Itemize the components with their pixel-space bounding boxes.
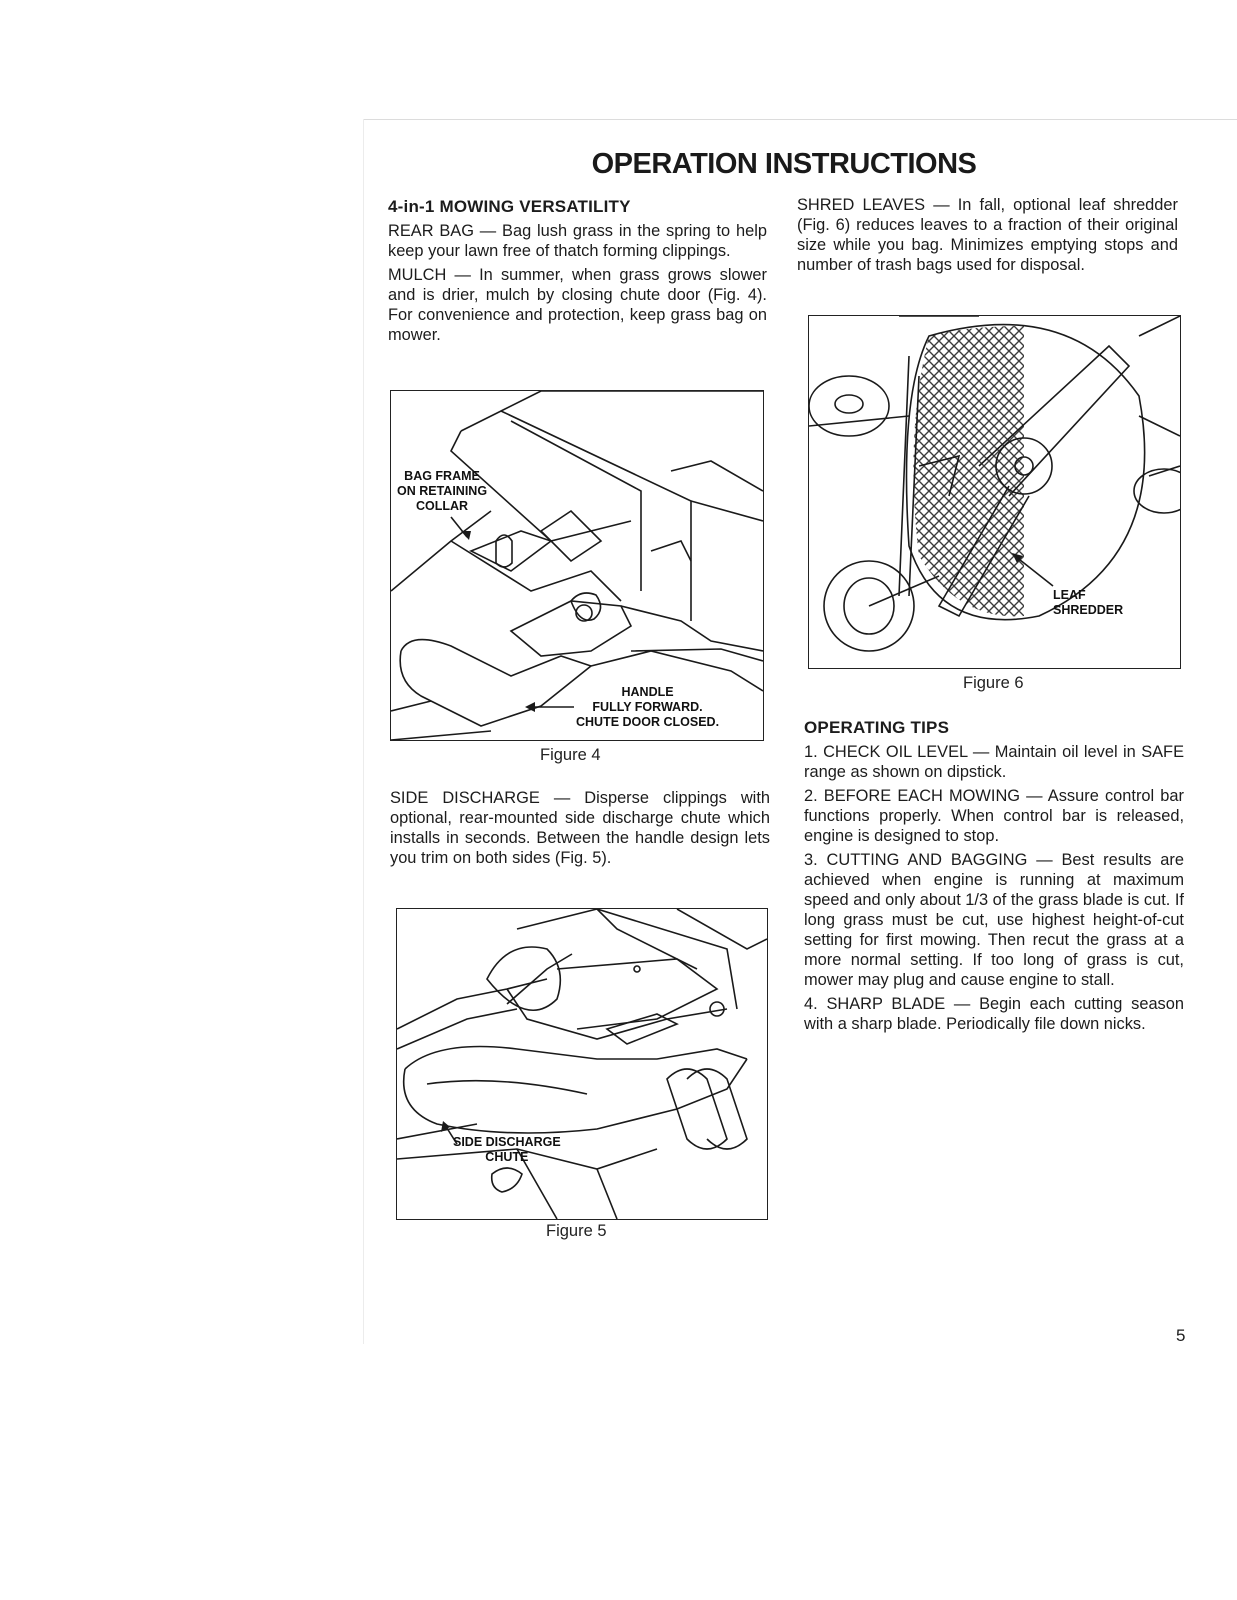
page-edge	[363, 119, 1237, 120]
label-line: SIDE DISCHARGE	[453, 1135, 561, 1149]
tip-item: 1. CHECK OIL LEVEL — Maintain oil level in SAFE range as shown on dipstick.	[804, 743, 1184, 781]
page-edge	[363, 119, 364, 1344]
side-discharge-section	[390, 788, 770, 872]
page-title: OPERATION INSTRUCTIONS	[591, 148, 977, 180]
shred-leaves-section	[797, 195, 1178, 279]
handle-forward-label	[576, 685, 719, 730]
label-line: SHREDDER	[1053, 603, 1124, 617]
operating-tips-heading: OPERATING TIPS	[804, 718, 950, 737]
label-line: CHUTE DOOR CLOSED.	[576, 715, 720, 729]
tip-item: 4. SHARP BLADE — Begin each cutting season with a sharp blade. Periodically file down nicks.	[804, 995, 1184, 1033]
side-discharge-drawing	[397, 909, 767, 1219]
label-line: ON RETAINING	[397, 484, 488, 498]
versatility-heading: 4-in-1 MOWING VERSATILITY	[388, 197, 631, 216]
side-discharge-paragraph: SIDE DISCHARGE — Disperse clippings with optional, rear-mounted side discharge chute which installs in seconds. Between the handle design lets you trim on both sides (Fig. 5).	[390, 789, 770, 867]
leaf-shredder-drawing	[809, 316, 1180, 668]
figure-6-caption: Figure 6	[963, 674, 1024, 692]
operating-tips-section	[804, 718, 1184, 1038]
label-line: BAG FRAME	[404, 469, 480, 483]
side-discharge-chute-label	[453, 1135, 561, 1165]
shred-leaves-paragraph: SHRED LEAVES — In fall, optional leaf shredder (Fig. 6) reduces leaves to a fraction of their original size while you bag. Minimizes emptying stops and number of trash bags used for disposal.	[797, 196, 1178, 274]
tip-item: 2. BEFORE EACH MOWING — Assure control bar functions properly. When control bar is released, engine is designed to stop.	[804, 787, 1184, 845]
tip-item: 3. CUTTING AND BAGGING — Best results are achieved when engine is running at maximum speed and only about 1/3 of the grass blade is cut. If long grass must be cut, use highest height-of-cut setting for first mowing. Then recut the grass at a more normal setting. If too long of grass is cut, mower may plug and cause engine to stall.	[804, 851, 1184, 989]
figure-6-illustration	[808, 315, 1181, 669]
label-line: LEAF	[1053, 588, 1086, 602]
label-line: HANDLE	[621, 685, 674, 699]
versatility-section	[388, 197, 767, 349]
label-line: FULLY FORWARD.	[592, 700, 703, 714]
figure-4-illustration	[390, 390, 764, 741]
bag-frame-label	[397, 469, 487, 514]
figure-5-illustration	[396, 908, 768, 1220]
rear-bag-paragraph: REAR BAG — Bag lush grass in the spring to help keep your lawn free of thatch forming clippings.	[388, 222, 767, 260]
label-line: COLLAR	[415, 499, 469, 513]
mulch-paragraph: MULCH — In summer, when grass grows slower and is drier, mulch by closing chute door (Fig. 4). For convenience and protection, keep grass bag on mower.	[388, 266, 767, 344]
figure-5-caption: Figure 5	[546, 1222, 607, 1240]
figure-4-caption: Figure 4	[540, 746, 601, 764]
label-line: CHUTE	[485, 1150, 529, 1164]
leaf-shredder-label	[1053, 588, 1123, 618]
page-number: 5	[1176, 1326, 1186, 1345]
